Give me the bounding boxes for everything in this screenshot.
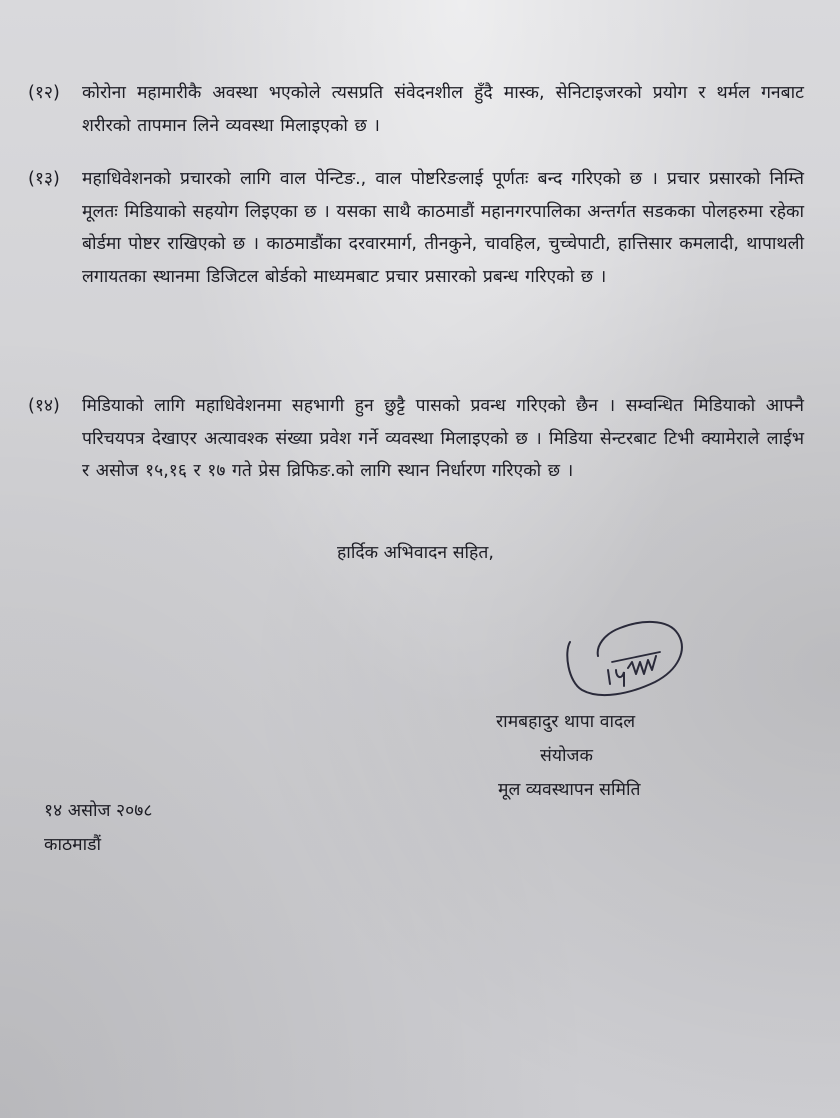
signatory-name: रामबहादुर थापा वादल xyxy=(496,712,636,732)
closing-greeting: हार्दिक अभिवादन सहित, xyxy=(337,543,494,563)
signatory-organization: मूल व्यवस्थापन समिति xyxy=(498,780,641,800)
date-place-block xyxy=(44,794,152,862)
paragraph-text: मिडियाको लागि महाधिवेशनमा सहभागी हुन छुट्टै पासको प्रवन्ध गरिएको छैन । सम्वन्धित मिडियाको आफ्नै परिचयपत्र देखाएर अत्यावश्क संख्या प्रवेश गर्ने व्यवस्था मिलाइएको छ । मिडिया सेन्टरबाट टिभी क्यामेराले लाईभ र असोज १५,१६ र १७ गते प्रेस व्रिफिङ.को लागि स्थान निर्धारण गरिएको छ । xyxy=(82,396,804,481)
paragraph-text: कोरोना महामारीकै अवस्था भएकोले त्यसप्रति संवेदनशील हुँदै मास्क, सेनिटाइजरको प्रयोग र थर्मल गनबाट शरीरको तापमान लिने व्यवस्था मिलाइएको छ । xyxy=(82,83,804,136)
paragraph-12 xyxy=(28,77,804,142)
paragraph-13 xyxy=(28,163,804,293)
paragraph-text: महाधिवेशनको प्रचारको लागि वाल पेन्टिङ., वाल पोष्टरिङलाई पूर्णतः बन्द गरिएको छ । प्रचार प्रसारको निम्ति मूलतः मिडियाको सहयोग लिइएका छ । यसका साथै काठमाडौं महानगरपालिका अन्तर्गत सडकका पोलहरुमा रहेका बोर्डमा पोष्टर राखिएको छ । काठमाडौंका दरवारमार्ग, तीनकुने, चावहिल, चुच्चेपाटी, हात्तिसार कमलादी, थापाथली लगायतका स्थानमा डिजिटल बोर्डको माध्यमबाट प्रचार प्रसारको प्रबन्ध गरिएको छ । xyxy=(82,169,804,287)
paragraph-14 xyxy=(28,390,804,488)
document-date: १४ असोज २०७८ xyxy=(44,801,153,821)
document-place: काठमाडौं xyxy=(44,835,102,855)
signatory-block xyxy=(494,705,704,807)
signature-image xyxy=(560,612,700,712)
paragraph-number: (१३) xyxy=(28,169,60,189)
signatory-title: संयोजक xyxy=(540,746,593,766)
paragraph-number: (१२) xyxy=(28,83,60,103)
paragraph-number: (१४) xyxy=(28,396,60,416)
